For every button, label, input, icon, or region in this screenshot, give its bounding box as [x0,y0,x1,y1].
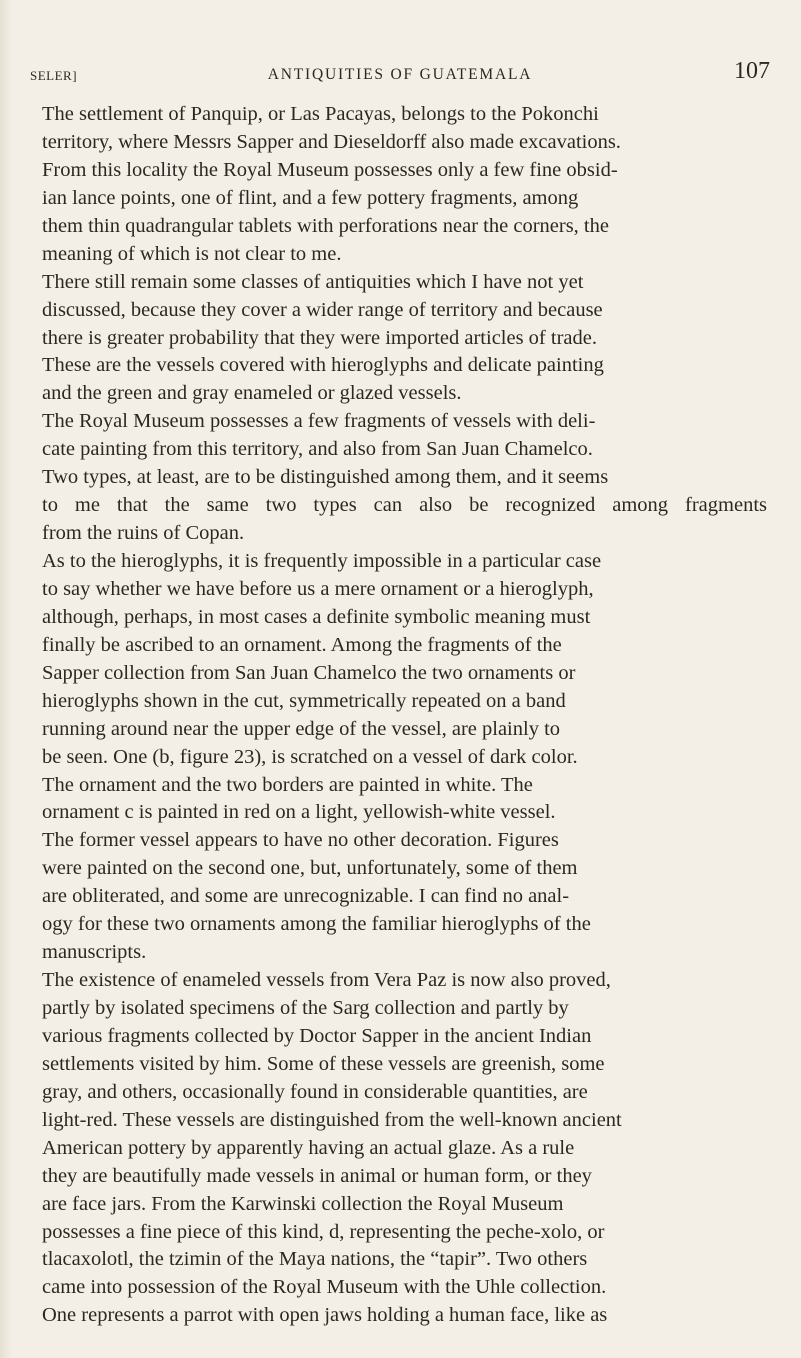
text-line: These are the vessels covered with hieroglyphs and delicate painting [42,354,604,377]
text-line: although, perhaps, in most cases a definite symbolic meaning must [42,605,591,628]
text-line: various fragments collected by Doctor Sapper in the ancient Indian [42,1024,592,1047]
text-line: running around near the upper edge of the vessel, are plainly to [42,717,561,740]
text-line: meaning of which is not clear to me. [42,242,342,265]
text-line: came into possession of the Royal Museum with the Uhle collection. [42,1276,607,1299]
text-line: There still remain some classes of antiquities which I have not yet [42,270,584,293]
text-line: and the green and gray enameled or glazed vessels. [42,382,462,405]
text-line: there is greater probability that they were imported articles of trade. [42,326,597,349]
text-line: As to the hieroglyphs, it is frequently impossible in a particular case [42,550,602,572]
text-line: cate painting from this territory, and also from San Juan Chamelco. [42,438,593,461]
text-line: settlements visited by him. Some of these vessels are greenish, some [42,1052,605,1075]
text-line: light-red. These vessels are distinguished from the well-known ancient [42,1108,622,1131]
text-line: American pottery by apparently having an actual glaze. As a rule [42,1136,575,1159]
body-text [42,101,767,1330]
text-line: to say whether we have before us a mere ornament or a hieroglyph, [42,577,594,600]
text-line: hieroglyphs shown in the cut, symmetrically repeated on a band [42,689,566,712]
text-line: they are beautifully made vessels in animal or human form, or they [42,1164,592,1187]
text-line: from the ruins of Copan. [42,522,245,545]
running-head-author: SELER] [30,68,78,83]
text-line: discussed, because they cover a wider range of territory and because [42,298,603,321]
text-line: are face jars. From the Karwinski collection the Royal Museum [42,1192,564,1215]
text-line: The former vessel appears to have no other decoration. Figures [42,829,559,852]
text-line: possesses a fine piece of this kind, d, representing the peche-xolo, or [42,1220,605,1243]
text-line: were painted on the second one, but, unfortunately, some of them [42,857,578,880]
text-line: them thin quadrangular tablets with perforations near the corners, the [42,214,609,237]
text-line: One represents a parrot with open jaws holding a human face, like as [42,1304,608,1327]
running-head-title: ANTIQUITIES OF GUATEMALA [267,66,533,83]
text-line: From this locality the Royal Museum possesses only a few fine obsid- [42,158,618,181]
text-line: territory, where Messrs Sapper and Dieseldorff also made excavations. [42,130,621,153]
text-line: Two types, at least, are to be distinguished among them, and it seems [42,466,609,489]
text-line: The settlement of Panquip, or Las Pacayas, belongs to the Pokonchi [42,103,599,125]
text-line: partly by isolated specimens of the Sarg collection and partly by [42,997,569,1019]
text-line: ian lance points, one of flint, and a few pottery fragments, among [42,186,579,209]
text-line: to me that the same two types can also be recognized among fragments [42,494,767,517]
page-header [30,58,770,92]
text-line: ogy for these two ornaments among the familiar hieroglyphs of the [42,913,591,936]
text-line: tlacaxolotl, the tzimin of the Maya nations, the “tapir”. Two others [42,1248,588,1271]
text-line: manuscripts. [42,941,147,964]
text-line: are obliterated, and some are unrecognizable. I can find no anal- [42,885,570,908]
page-number: 107 [734,58,770,84]
text-line: The ornament and the two borders are painted in white. The [42,773,533,796]
text-line: finally be ascribed to an ornament. Among the fragments of the [42,633,562,656]
page-edge-shadow [0,0,12,1358]
text-line: The Royal Museum possesses a few fragments of vessels with deli- [42,410,596,433]
text-line: The existence of enameled vessels from Vera Paz is now also proved, [42,969,611,992]
text-line: Sapper collection from San Juan Chamelco the two ornaments or [42,661,576,684]
text-line: be seen. One (b, figure 23), is scratched on a vessel of dark color. [42,745,578,768]
text-line: gray, and others, occasionally found in considerable quantities, are [42,1080,588,1103]
text-line: ornament c is painted in red on a light, yellowish-white vessel. [42,801,556,824]
